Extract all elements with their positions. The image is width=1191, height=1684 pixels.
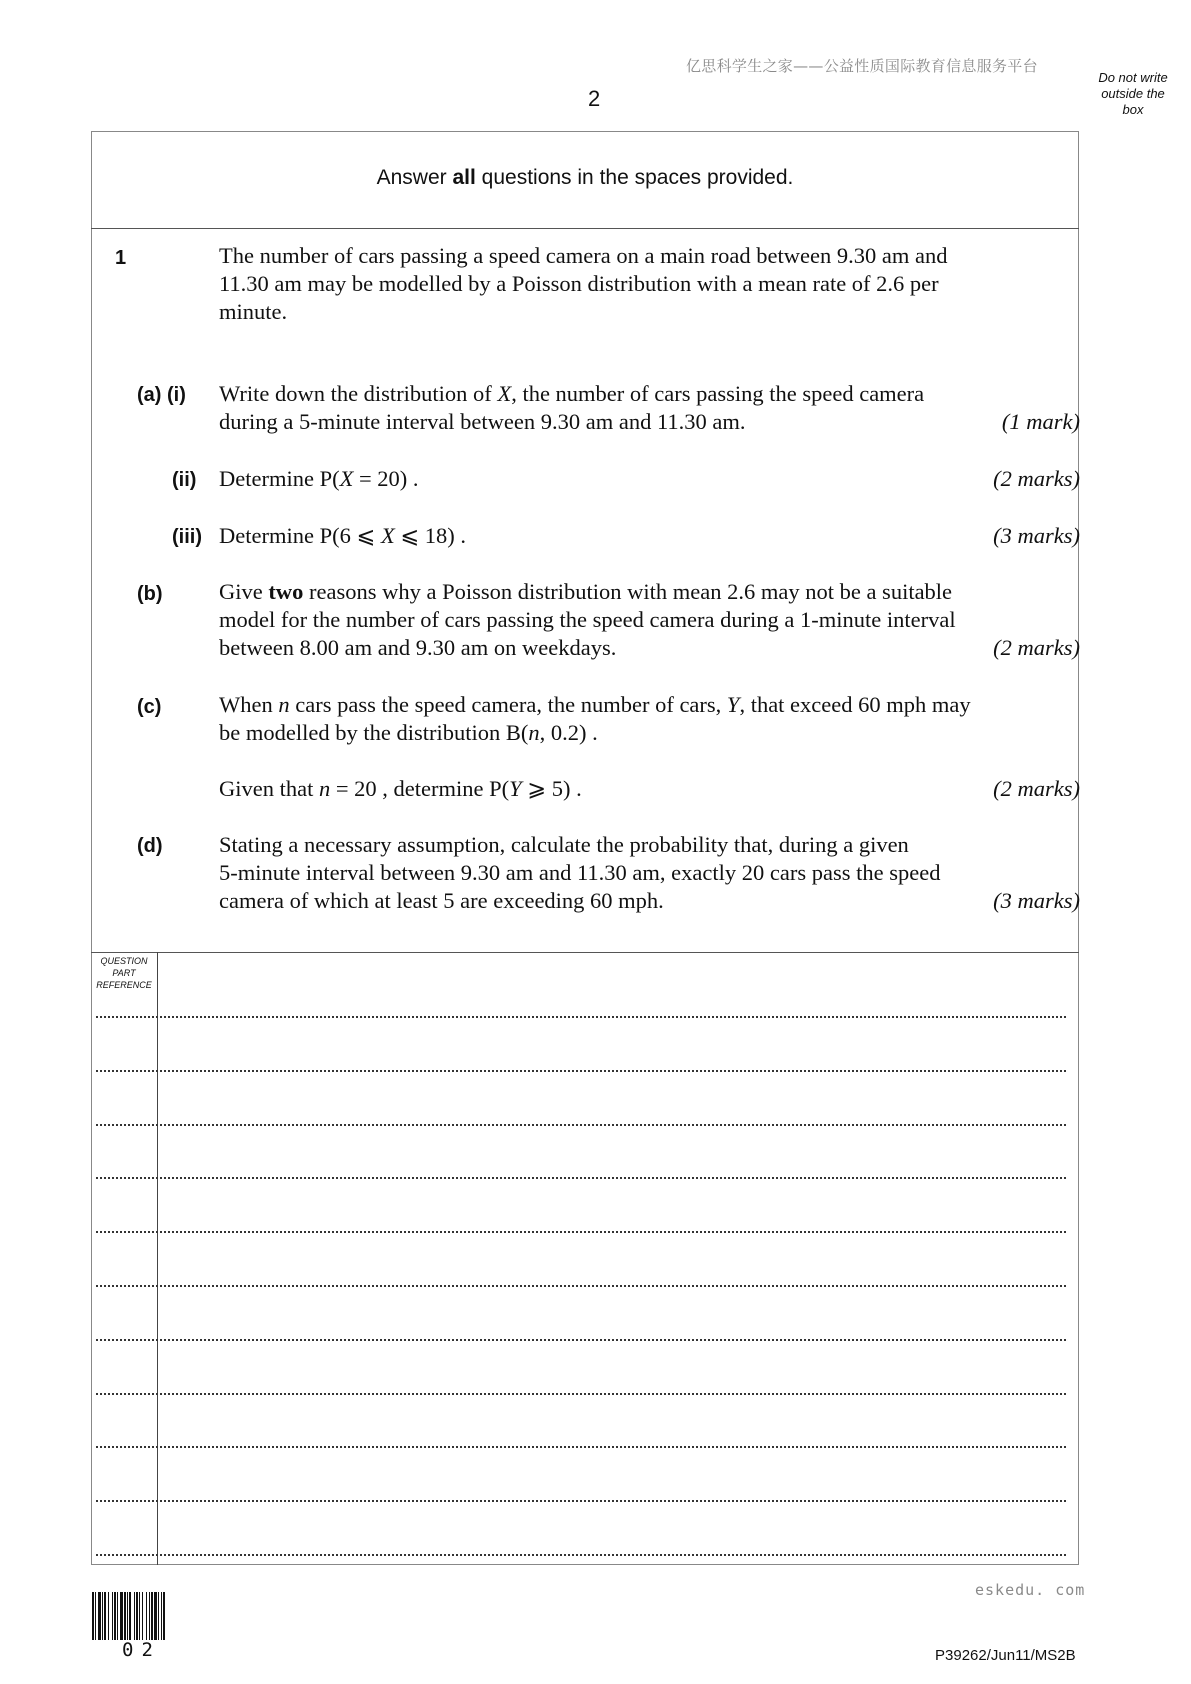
text: Determine P( [219,466,340,491]
variable-x: X [380,523,395,548]
text: ⩽ 18) . [394,523,467,548]
question-stem [219,242,1069,326]
instruction-text [91,166,1079,190]
part-line [219,775,1080,803]
text: , the number of cars passing the speed camera [511,381,925,406]
text: , 0.2) . [539,720,598,745]
variable-y: Y [509,776,522,801]
barcode-bar [151,1592,153,1640]
barcode-bar [124,1592,126,1640]
part-d [219,831,1080,915]
document-reference: P39262/Jun11/MS2B [935,1647,1076,1664]
part-line [219,380,1080,408]
barcode-bar [158,1592,159,1640]
marks: (2 marks) [993,466,1080,491]
marks: (2 marks) [993,635,1080,660]
variable-x: X [339,466,354,491]
instruction-prefix: Answer [376,166,453,189]
barcode-bar [139,1592,140,1640]
barcode-number: 02 [122,1639,161,1661]
variable-n: n [528,720,540,745]
text: reasons why a Poisson distribution with mean 2.6 may not be a suitable [303,579,953,604]
barcode-bar [146,1592,147,1640]
barcode-bar [102,1592,103,1640]
answer-line[interactable] [96,1393,1066,1395]
stem-line: 11.30 am may be modelled by a Poisson distribution with a mean rate of 2.6 per [219,271,939,296]
barcode-bar [163,1592,165,1640]
variable-x: X [497,381,512,406]
barcode-bar [114,1592,116,1640]
answer-line[interactable] [96,1016,1066,1018]
part-c-given [219,775,1080,803]
answer-line[interactable] [96,1285,1066,1287]
answer-line[interactable] [96,1339,1066,1341]
answer-area-top-border [91,952,1079,953]
part-a-i [219,380,1080,436]
ref-label-line: REFERENCE [96,980,152,990]
barcode-bar [108,1592,109,1640]
part-label-a-i: (a) (i) [137,384,186,406]
instruction-suffix: questions in the spaces provided. [475,166,794,189]
answer-line[interactable] [96,1446,1066,1448]
text: between 8.00 am and 9.30 am on weekdays. [219,635,617,660]
part-line [219,691,1080,719]
watermark-bottom: eskedu. com [975,1581,1086,1599]
answer-line[interactable] [96,1231,1066,1233]
variable-n: n [278,692,290,717]
part-label-d: (d) [137,835,163,857]
barcode-bar [134,1592,135,1640]
part-line: 5-minute interval between 9.30 am and 11.30 am, exactly 20 cars pass the speed [219,860,941,885]
barcode-bar [142,1592,143,1640]
barcode-bar [104,1592,106,1640]
variable-n: n [318,776,331,801]
stem-line: The number of cars passing a speed camera on a main road between 9.30 am and [219,243,948,268]
part-b [219,578,1080,662]
margin-note [1088,70,1178,118]
barcode-bar [120,1592,123,1640]
barcode-bar [112,1592,113,1640]
reference-column-divider [157,952,158,1565]
margin-note-line: Do not write [1098,70,1168,85]
variable-y: Y [726,692,740,717]
barcode-bar [154,1592,157,1640]
part-line [219,719,1080,747]
text: Given that [219,776,319,801]
text: , that exceed 60 mph may [739,692,971,717]
part-a-ii [219,465,1080,493]
text: during a 5-minute interval between 9.30 am and 11.30 am. [219,409,746,434]
answer-line[interactable] [96,1500,1066,1502]
part-a-iii [219,522,1080,550]
part-label-a-iii: (iii) [172,526,202,548]
margin-note-line: box [1122,102,1144,117]
text: Determine P(6 ⩽ [219,523,381,548]
barcode-bar [92,1592,94,1640]
text: = 20 , determine P( [330,776,510,801]
answer-line[interactable] [96,1124,1066,1126]
part-line [219,578,1080,606]
part-line: model for the number of cars passing the speed camera during a 1-minute interval [219,607,956,632]
text: ⩾ 5) . [521,776,582,801]
part-line [219,522,1080,550]
instruction-emphasis: all [452,166,476,189]
text: be modelled by the distribution B( [219,720,529,745]
marks: (1 mark) [1001,409,1080,434]
barcode-bar [149,1592,150,1640]
text: cars pass the speed camera, the number of cars, [289,692,727,717]
part-line [219,634,1080,662]
part-c [219,691,1080,747]
ref-label-line: QUESTION [100,956,148,966]
text: Write down the distribution of [219,381,498,406]
part-label-c: (c) [137,696,162,718]
part-label-a-ii: (ii) [172,469,197,491]
barcode-bar [98,1592,101,1640]
part-line: Stating a necessary assumption, calculate the probability that, during a given [219,832,909,857]
answer-line[interactable] [96,1070,1066,1072]
emphasis: two [268,579,304,604]
reference-column-label [93,955,155,991]
page-number: 2 [588,86,601,111]
barcode-bar [136,1592,138,1640]
question-number: 1 [115,247,127,269]
barcode-bar [127,1592,128,1640]
barcode-bar [129,1592,131,1640]
part-line [219,887,1080,915]
marks: (3 marks) [993,888,1080,913]
marks: (2 marks) [993,776,1080,801]
barcode-bar [161,1592,162,1640]
barcode [92,1592,196,1640]
stem-line: minute. [219,299,288,324]
answer-line[interactable] [96,1177,1066,1179]
answer-line[interactable] [96,1554,1066,1556]
margin-note-line: outside the [1101,86,1165,101]
text: When [219,692,279,717]
barcode-bar [117,1592,118,1640]
barcode-bar [95,1592,96,1640]
text: Give [219,579,269,604]
marks: (3 marks) [993,523,1080,548]
text: = 20) . [353,466,419,491]
part-line [219,465,1080,493]
watermark-top: 亿思科学生之家——公益性质国际教育信息服务平台 [686,57,1038,75]
part-line [219,408,1080,436]
part-label-b: (b) [137,583,163,605]
ref-label-line: PART [112,968,136,978]
text: camera of which at least 5 are exceeding 60 mph. [219,888,664,913]
